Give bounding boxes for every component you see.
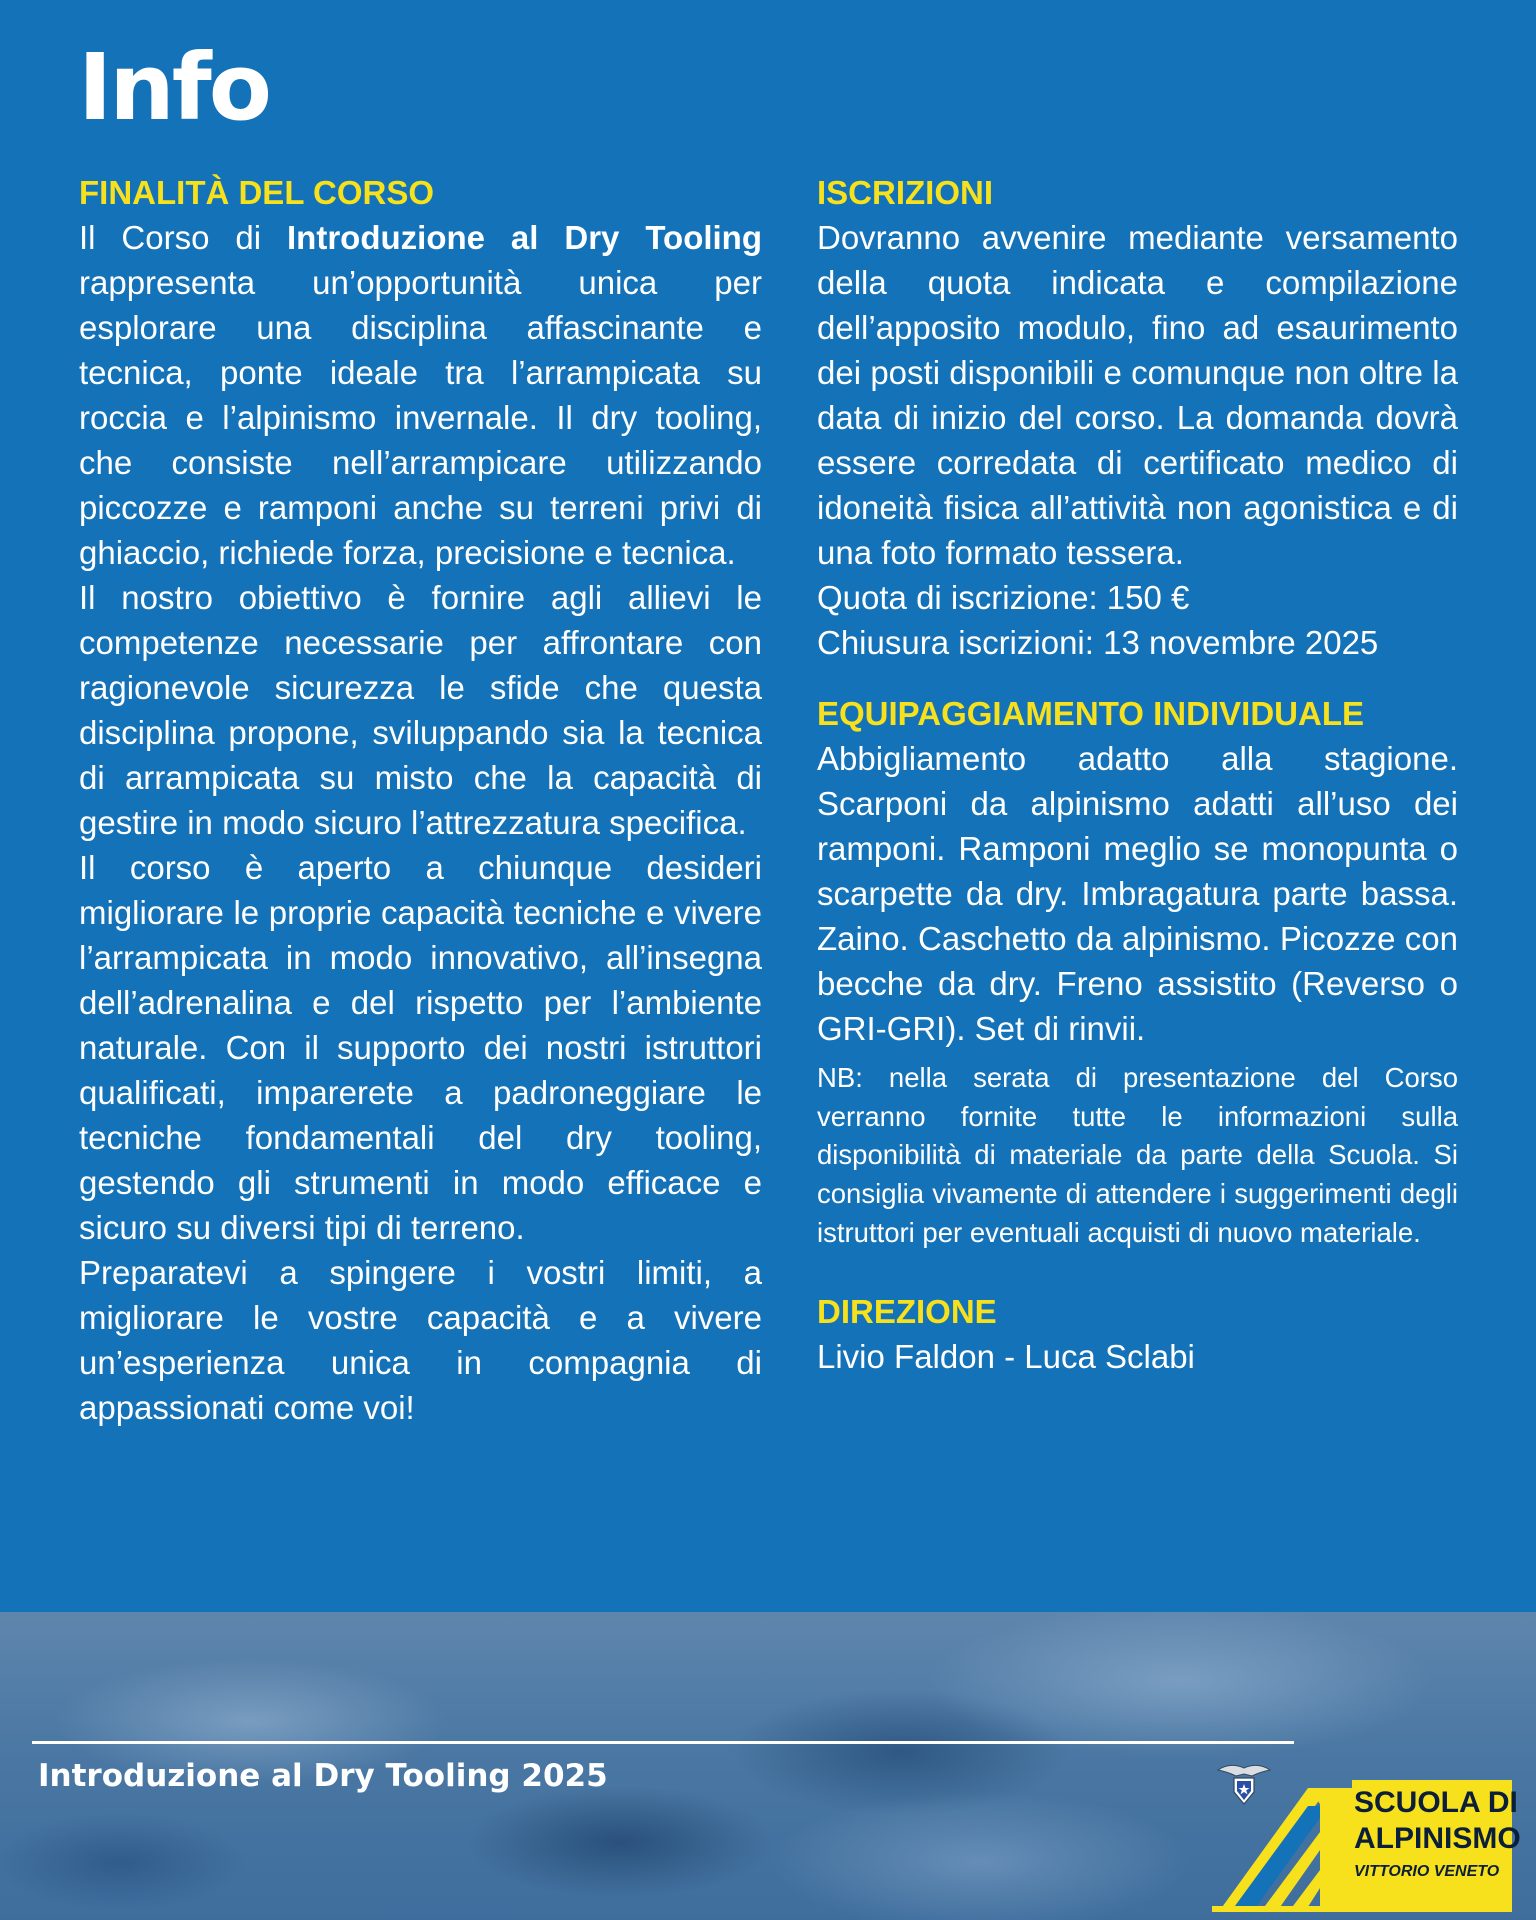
quota-iscrizione: Quota di iscrizione: 150 €	[817, 579, 1190, 616]
finalita-heading: FINALITÀ DEL CORSO	[79, 174, 435, 211]
right-column	[817, 170, 1458, 1379]
logo-text-line-1: SCUOLA DI	[1354, 1786, 1518, 1819]
left-column	[79, 170, 762, 1430]
finalita-paragraph-3: Il corso è aperto a chiunque desideri migliorare le proprie capacità tecniche e vivere l’arrampicata in modo innovativo, all’insegna dell’adrenalina e del rispetto per l’ambiente naturale. Con il supporto dei nostri istruttori qualificati, imparerete a padroneggiare le tecniche fondamentali del dry tooling, gestendo gli strumenti in modo efficace e sicuro su diversi tipi di terreno.	[79, 849, 762, 1246]
direzione-heading: DIREZIONE	[817, 1292, 997, 1330]
chiusura-iscrizioni: Chiusura iscrizioni: 13 novembre 2025	[817, 624, 1379, 661]
iscrizioni-heading: ISCRIZIONI	[817, 174, 994, 211]
direzione-names: Livio Faldon - Luca Sclabi	[817, 1337, 1195, 1375]
page-title: Info	[78, 34, 269, 141]
finalita-p1-text-cont: rappresenta un’opportunità unica per esplorare una disciplina affascinante e tecnica, ponte ideale tra l’arrampicata su roccia e l’alpinismo invernale. Il dry tooling, che consiste nell’arrampicare utilizzando piccozze e ramponi anche su terreni privi di ghiaccio, richiede forza, precisione e tecnica.	[79, 264, 762, 571]
equipaggiamento-heading: EQUIPAGGIAMENTO INDIVIDUALE	[817, 695, 1364, 732]
footer-title: Introduzione al Dry Tooling 2025	[38, 1758, 608, 1794]
equipaggiamento-body: Abbigliamento adatto alla stagione. Scarponi da alpinismo adatti all’uso dei ramponi. Ramponi meglio se monopunta o scarpette da dry. Imbragatura parte bassa. Zaino. Caschetto da alpinismo. Picozze con becche da dry. Freno assistito (Reverso o GRI-GRI). Set di rinvii.	[817, 740, 1458, 1047]
logo-text-line-2: ALPINISMO	[1354, 1822, 1521, 1855]
footer-divider	[32, 1741, 1294, 1744]
footer-photo-banner	[0, 1612, 1536, 1920]
finalita-paragraph-4: Preparatevi a spingere i vostri limiti, a migliorare le vostre capacità e a vivere un’esperienza unica in compagnia di appassionati come voi!	[79, 1254, 762, 1426]
iscrizioni-body: Dovranno avvenire mediante versamento della quota indicata e compilazione dell’apposito modulo, fino ad esaurimento dei posti disponibili e comunque non oltre la data di inizio del corso. La domanda dovrà essere corredata di certificato medico di idoneità fisica all’attività non agonistica e di una foto formato tessera.	[817, 219, 1458, 571]
course-name-bold: Introduzione al Dry Tooling	[287, 219, 763, 256]
finalita-p1-text: Il Corso di	[79, 219, 288, 256]
finalita-paragraph-1	[79, 215, 762, 575]
equipaggiamento-note: NB: nella serata di presentazione del Corso verranno fornite tutte le informazioni sulla disponibilità di materiale da parte della Scuola. Si consiglia vivamente di attendere i suggerimenti degli istruttori per eventuali acquisti di nuovo materiale.	[817, 1062, 1458, 1248]
logo-text-line-3: VITTORIO VENETO	[1354, 1863, 1500, 1880]
finalita-paragraph-2: Il nostro obiettivo è fornire agli allievi le competenze necessarie per affrontare con ragionevole sicurezza le sfide che questa disciplina propone, sviluppando sia la tecnica di arrampicata su misto che la capacità di gestire in modo sicuro l’attrezzatura specifica.	[79, 579, 762, 841]
